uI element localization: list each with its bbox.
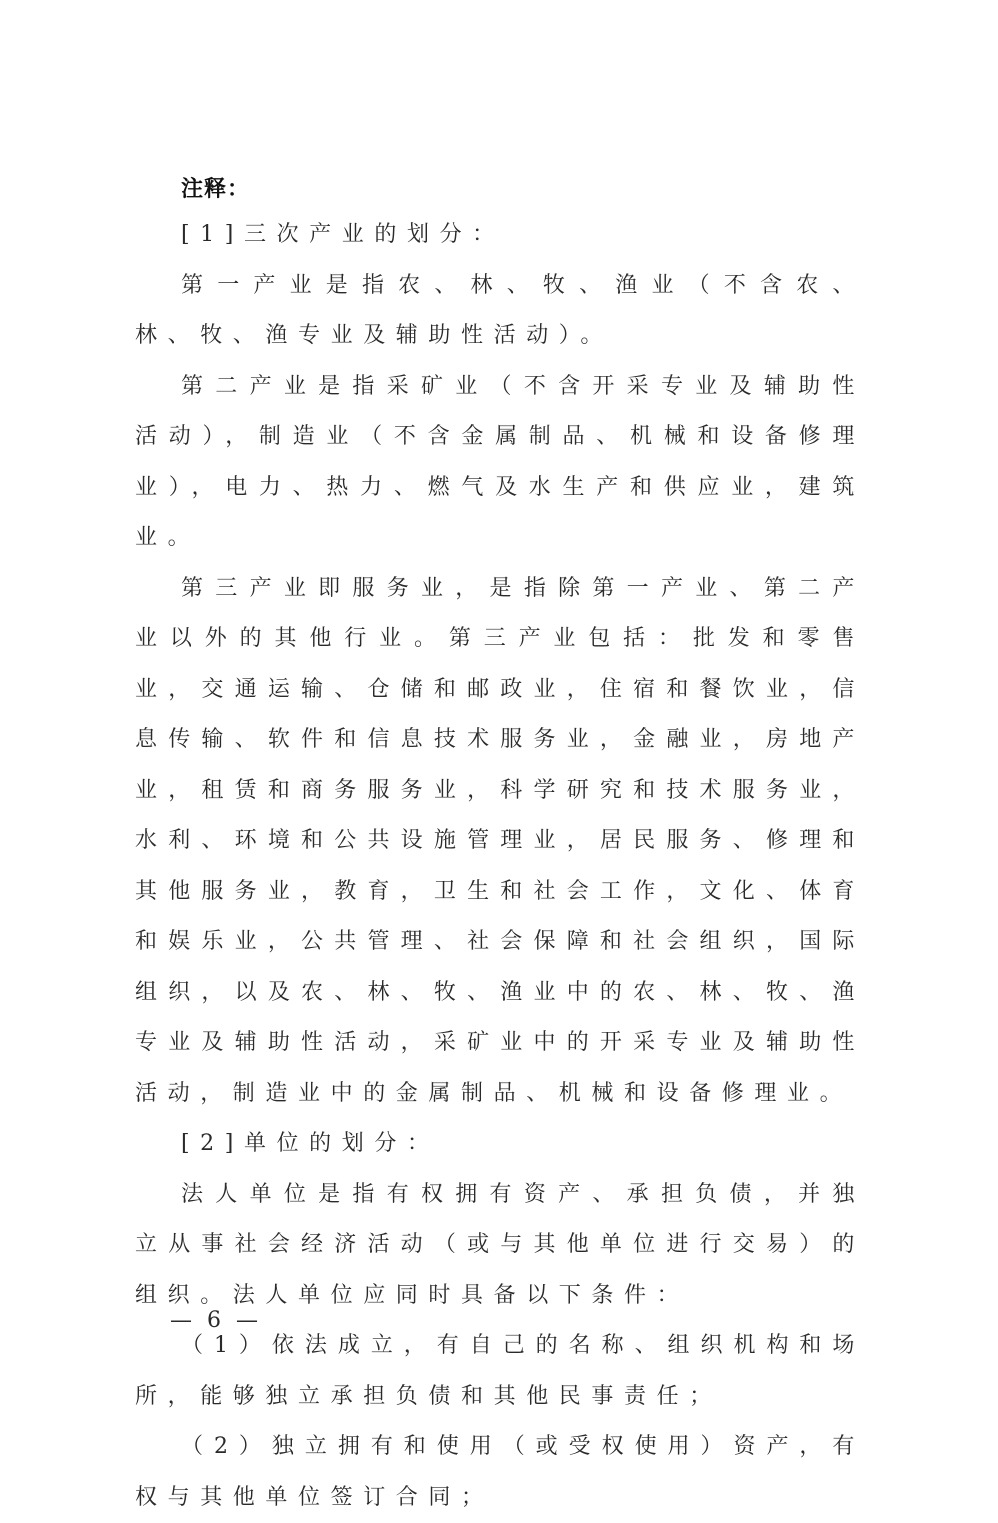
paragraph-legal-entity: 法人单位是指有权拥有资产、承担负债，并独立从事社会经济活动（或与其他单位进行交易）的组织。法人单位应同时具备以下条件： bbox=[135, 1181, 865, 1308]
paragraph-tertiary-industry: 第三产业即服务业，是指除第一产业、第二产业以外的其他行业。第三产业包括：批发和零售业，交通运输、仓储和邮政业，住宿和餐饮业，信息传输、软件和信息技术服务业，金融业，房地产业，租赁和商务服务业，科学研究和技术服务业，水利、环境和公共设施管理业，居民服务、修理和其他服务业，教育，卫生和社会工作，文化、体育和娱乐业，公共管理、社会保障和社会组织，国际组织，以及农、林、牧、渔业中的农、林、牧、渔专业及辅助性活动，采矿业中的开采专业及辅助性活动，制造业中的金属制品、机械和设备修理业。 bbox=[135, 575, 865, 1106]
section-title-unit-division: [2]单位的划分： bbox=[181, 1131, 440, 1156]
paragraph-secondary-industry: 第二产业是指采矿业（不含开采专业及辅助性活动），制造业（不含金属制品、机械和设备修理业），电力、热力、燃气及水生产和供应业，建筑业。 bbox=[135, 373, 865, 550]
paragraph-primary-industry: 第一产业是指农、林、牧、渔业（不含农、林、牧、渔专业及辅助性活动）。 bbox=[135, 272, 865, 348]
section-title-industry-division: [1]三次产业的划分： bbox=[181, 222, 505, 247]
notes-heading: 注释： bbox=[181, 177, 251, 202]
paragraph-condition-2: （2）独立拥有和使用（或受权使用）资产，有权与其他单位签订合同； bbox=[135, 1434, 865, 1510]
paragraph-condition-1: （1）依法成立，有自己的名称、组织机构和场所，能够独立承担负债和其他民事责任； bbox=[135, 1333, 865, 1409]
page-number: — 6 — bbox=[170, 1308, 262, 1333]
